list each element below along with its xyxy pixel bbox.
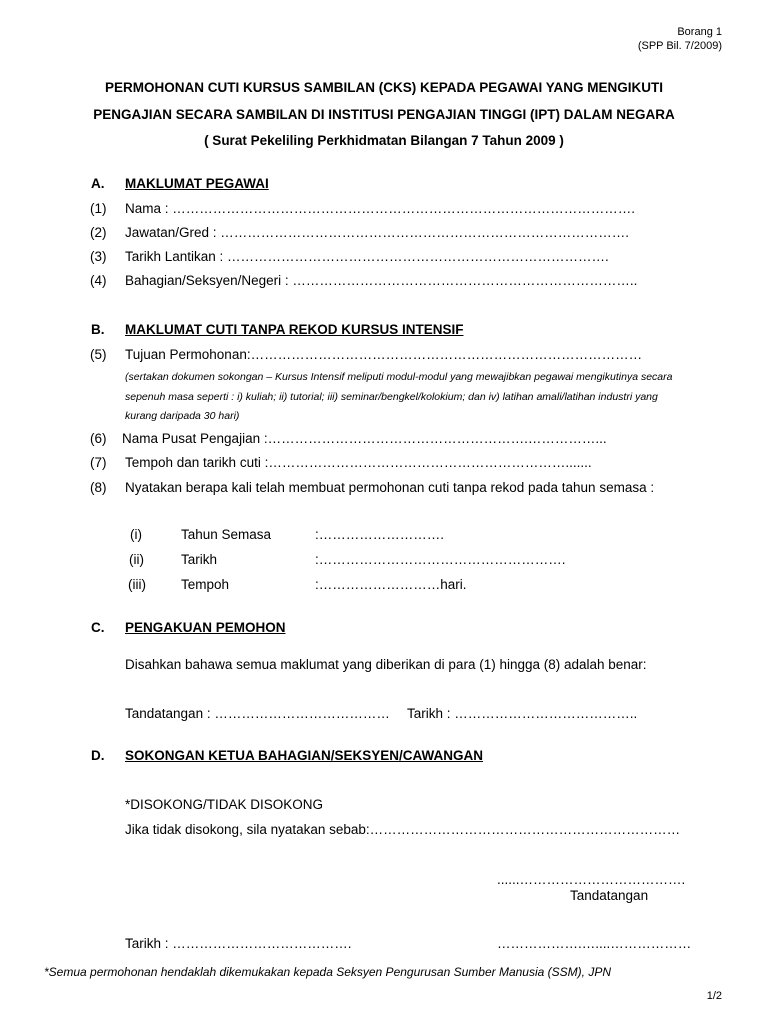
field-cop-ketua[interactable]: ……………….…....………………: [497, 936, 692, 951]
form-number: Borang 1: [677, 26, 722, 38]
item-7-number: (7): [90, 455, 107, 470]
section-a-heading: MAKLUMAT PEGAWAI: [125, 176, 269, 191]
field-sebab-tidak-disokong[interactable]: Jika tidak disokong, sila nyatakan sebab:……………………………………………………………: [125, 822, 681, 837]
field-tahun-semasa[interactable]: :……………………….: [315, 527, 445, 542]
item-2-number: (2): [90, 225, 107, 240]
title-line-3: ( Surat Pekeliling Perkhidmatan Bilangan 7 Tahun 2009 ): [204, 133, 564, 148]
tandatangan-label: Tandatangan: [570, 888, 649, 903]
field-nama[interactable]: Nama : ………………………………………………………………………………………….: [125, 201, 636, 216]
page-number: 1/2: [706, 990, 722, 1002]
section-b-heading: MAKLUMAT CUTI TANPA REKOD KURSUS INTENSIF: [125, 322, 464, 337]
field-tarikh-cuti[interactable]: :……………………………………………….: [315, 552, 566, 567]
section-c-heading: PENGAKUAN PEMOHON: [125, 620, 286, 635]
sub-item-i-label: Tahun Semasa: [181, 527, 272, 542]
field-bahagian-seksyen-negeri[interactable]: Bahagian/Seksyen/Negeri : …………………………………………………………………..: [125, 273, 638, 288]
item-8-question: Nyatakan berapa kali telah membuat permohonan cuti tanpa rekod pada tahun semasa :: [125, 480, 655, 495]
section-d-heading: SOKONGAN KETUA BAHAGIAN/SEKSYEN/CAWANGAN: [125, 748, 484, 763]
field-tarikh-ketua[interactable]: Tarikh : ………………………………….: [125, 936, 352, 951]
field-tarikh-pemohon[interactable]: Tarikh : …………………………………..: [407, 706, 638, 721]
title-line-2: PENGAJIAN SECARA SAMBILAN DI INSTITUSI PENGAJIAN TINGGI (IPT) DALAM NEGARA: [93, 107, 675, 122]
note-line-2: sepenuh masa seperti : i) kuliah; ii) tutorial; iii) seminar/bengkel/kolokium; dan iv) latihan amali/latihan industri yang: [125, 391, 658, 403]
support-option[interactable]: *DISOKONG/TIDAK DISOKONG: [125, 797, 324, 812]
form-reference: (SPP Bil. 7/2009): [637, 40, 722, 52]
item-6-number: (6): [90, 431, 107, 446]
field-tarikh-lantikan[interactable]: Tarikh Lantikan : ………………………………………………………………………….: [125, 249, 609, 264]
field-tempoh-tarikh-cuti[interactable]: Tempoh dan tarikh cuti :………………………………………………………….......: [125, 455, 592, 470]
sub-item-ii-label: Tarikh: [181, 552, 218, 567]
field-nama-pusat-pengajian[interactable]: Nama Pusat Pengajian :………………………………………………….……………...: [122, 431, 607, 446]
title-line-1: PERMOHONAN CUTI KURSUS SAMBILAN (CKS) KEPADA PEGAWAI YANG MENGIKUTI: [104, 80, 664, 95]
sub-item-i-number: (i): [130, 527, 142, 542]
note-line-3: kurang daripada 30 hari): [125, 410, 240, 422]
item-1-number: (1): [90, 201, 107, 216]
sub-item-iii-label: Tempoh: [181, 577, 230, 592]
section-a-letter: A.: [91, 176, 105, 191]
sub-item-ii-number: (ii): [129, 552, 144, 567]
note-line-1: (sertakan dokumen sokongan – Kursus Intensif meliputi modul-modul yang mewajibkan pegawai mengikutinya secara: [125, 371, 673, 383]
declaration-statement: Disahkan bahawa semua maklumat yang diberikan di para (1) hingga (8) adalah benar:: [125, 657, 647, 672]
item-3-number: (3): [90, 249, 107, 264]
item-5-number: (5): [90, 347, 107, 362]
item-8-number: (8): [90, 480, 107, 495]
field-tempoh-cuti[interactable]: :………………………hari.: [315, 577, 467, 592]
sub-item-iii-number: (iii): [128, 577, 146, 592]
field-tandatangan-ketua[interactable]: ......……………………………….: [497, 872, 686, 887]
item-4-number: (4): [90, 273, 107, 288]
field-jawatan-gred[interactable]: Jawatan/Gred : ……………………………………………………………………………….: [125, 225, 630, 240]
section-c-letter: C.: [91, 620, 105, 635]
field-tandatangan-pemohon[interactable]: Tandatangan : …………………………………: [125, 706, 390, 721]
section-b-letter: B.: [91, 322, 105, 337]
field-tujuan-permohonan[interactable]: Tujuan Permohonan:……………………………………………………………………………: [125, 347, 643, 362]
footnote: *Semua permohonan hendaklah dikemukakan kepada Seksyen Pengurusan Sumber Manusia (SSM), JPN: [44, 965, 611, 979]
section-d-letter: D.: [91, 748, 105, 763]
